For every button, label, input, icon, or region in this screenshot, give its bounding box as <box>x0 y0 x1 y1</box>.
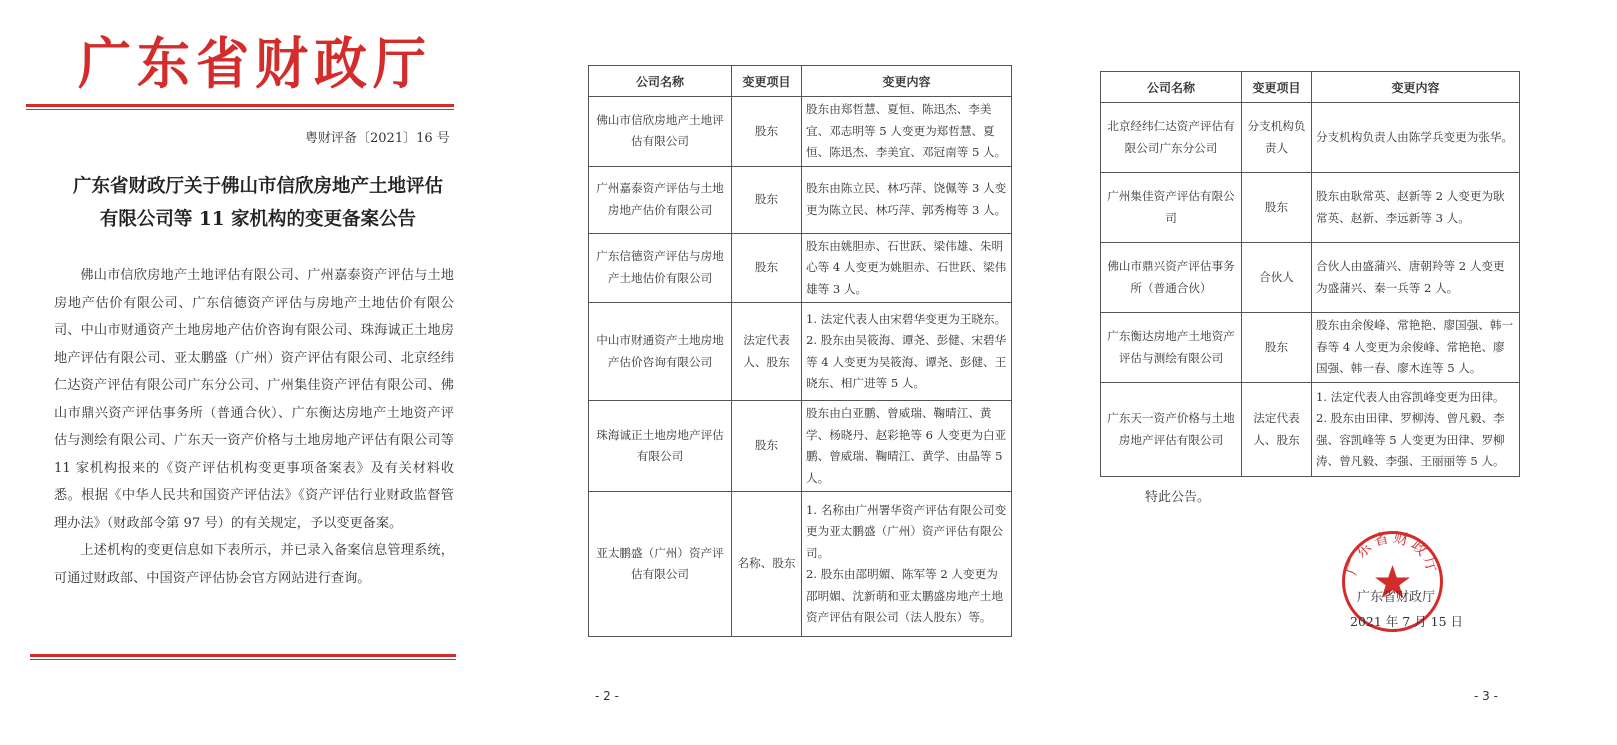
change-content-cell: 股东由耿常英、赵新等 2 人变更为耿常英、赵新、李远新等 3 人。 <box>1312 173 1520 243</box>
change-item-cell: 合伙人 <box>1242 243 1312 313</box>
header-red-line-thin <box>26 109 454 110</box>
table-row <box>1101 313 1520 383</box>
change-item-cell: 股东 <box>1242 313 1312 383</box>
header-company-name: 公司名称 <box>589 66 732 97</box>
issue-date: 2021 年 7 月 15 日 <box>1350 614 1464 629</box>
header-change-item: 变更项目 <box>1242 72 1312 103</box>
change-item-cell: 法定代表人、股东 <box>1242 383 1312 477</box>
company-name-cell: 中山市财通资产土地房地产估价咨询有限公司 <box>589 303 732 401</box>
change-item-cell: 股东 <box>732 166 802 233</box>
change-content-cell: 1. 法定代表人由容凯峰变更为田律。 2. 股东由田律、罗柳涛、曾凡毅、李强、容凯峰等 5 人变更为田律、罗柳涛、曾凡毅、李强、王丽丽等 5 人。 <box>1312 383 1520 477</box>
document-number: 粤财评备〔2021〕16 号 <box>305 131 450 146</box>
header-change-item: 变更项目 <box>732 66 802 97</box>
header-company-name: 公司名称 <box>1101 72 1242 103</box>
change-table-page3 <box>1100 71 1520 477</box>
change-content-cell: 股东由郑哲慧、夏恒、陈迅杰、李美宜、邓志明等 5 人变更为郑哲慧、夏恒、陈迅杰、李美宜、邓冠南等 5 人。 <box>802 97 1012 167</box>
table-row <box>589 303 1012 401</box>
notice-body <box>54 262 454 592</box>
closing-text: 特此公告。 <box>1145 490 1211 505</box>
company-name-cell: 佛山市信欣房地产土地评估有限公司 <box>589 97 732 167</box>
change-item-cell: 股东 <box>1242 173 1312 243</box>
change-table-page2 <box>588 65 1012 637</box>
table-row <box>1101 243 1520 313</box>
company-name-cell: 广州嘉泰资产评估与土地房地产估价有限公司 <box>589 166 732 233</box>
change-content-cell: 合伙人由盛蒲兴、唐朝羚等 2 人变更为盛蒲兴、秦一兵等 2 人。 <box>1312 243 1520 313</box>
company-name-cell: 亚太鹏盛（广州）资产评估有限公司 <box>589 492 732 637</box>
change-content-cell: 股东由姚胆赤、石世跃、梁伟雄、朱明心等 4 人变更为姚胆赤、石世跃、梁伟雄等 3 人。 <box>802 233 1012 303</box>
table-row <box>589 166 1012 233</box>
page-number-2: - 2 - <box>595 689 619 703</box>
header-change-content: 变更内容 <box>802 66 1012 97</box>
header-red-line <box>26 104 454 107</box>
change-content-cell: 股东由余俊峰、常艳艳、廖国强、韩一春等 4 人变更为余俊峰、常艳艳、廖国强、韩一春、廖木连等 5 人。 <box>1312 313 1520 383</box>
company-name-cell: 北京经纬仁达资产评估有限公司广东分公司 <box>1101 103 1242 173</box>
table-row <box>589 233 1012 303</box>
change-item-cell: 分支机构负责人 <box>1242 103 1312 173</box>
change-content-cell: 股东由白亚鹏、曾威瑞、鞠晴江、黄学、杨晓丹、赵彩艳等 6 人变更为白亚鹏、曾威瑞、鞠晴江、黄学、由晶等 5 人。 <box>802 401 1012 492</box>
signature: 广东省财政厅 <box>1357 590 1436 605</box>
body-paragraph-2: 上述机构的变更信息如下表所示，并已录入备案信息管理系统，可通过财政部、中国资产评估协会官方网站进行查询。 <box>54 543 454 586</box>
table-row <box>1101 383 1520 477</box>
header-change-content: 变更内容 <box>1312 72 1520 103</box>
notice-title-line2: 有限公司等 11 家机构的变更备案公告 <box>99 209 417 230</box>
company-name-cell: 佛山市鼎兴资产评估事务所（普通合伙） <box>1101 243 1242 313</box>
footer-red-line-thin <box>30 659 456 660</box>
table-row <box>589 492 1012 637</box>
notice-title-line1: 广东省财政厅关于佛山市信欣房地产土地评估 <box>72 176 443 197</box>
page-1 <box>0 0 520 745</box>
change-content-cell: 分支机构负责人由陈学兵变更为张华。 <box>1312 103 1520 173</box>
change-content-cell: 1. 名称由广州署华资产评估有限公司变更为亚太鹏盛（广州）资产评估有限公司。 2. 股东由邵明媚、陈军等 2 人变更为邵明媚、沈新萌和亚太鹏盛房地产土地资产评估有限公司（法人股东）等。 <box>802 492 1012 637</box>
change-item-cell: 股东 <box>732 97 802 167</box>
company-name-cell: 广东衡达房地产土地资产评估与测绘有限公司 <box>1101 313 1242 383</box>
footer-red-line <box>30 654 456 657</box>
seal-text: 广东省财政厅 <box>1342 529 1443 578</box>
company-name-cell: 广东信德资产评估与房地产土地估价有限公司 <box>589 233 732 303</box>
page-number-3: - 3 - <box>1474 689 1498 703</box>
table-header-row <box>1101 72 1520 103</box>
company-name-cell: 广东天一资产价格与土地房地产评估有限公司 <box>1101 383 1242 477</box>
change-content-cell: 股东由陈立民、林巧萍、饶佩等 3 人变更为陈立民、林巧萍、郭秀梅等 3 人。 <box>802 166 1012 233</box>
table-row <box>1101 173 1520 243</box>
change-item-cell: 股东 <box>732 401 802 492</box>
header-title: 广东省财政厅 <box>78 32 432 97</box>
table-row <box>589 401 1012 492</box>
change-item-cell: 股东 <box>732 233 802 303</box>
change-item-cell: 法定代表人、股东 <box>732 303 802 401</box>
body-paragraph-1: 佛山市信欣房地产土地评估有限公司、广州嘉泰资产评估与土地房地产估价有限公司、广东信德资产评估与房地产土地估价有限公司、中山市财通资产土地房地产估价咨询有限公司、珠海诚正土地房地产评估有限公司、亚太鹏盛（广州）资产评估有限公司、北京经纬仁达资产评估有限公司广东分公司、广州集佳资产评估有限公司、佛山市鼎兴资产评估事务所（普通合伙）、广东衡达房地产土地资产评估与测绘有限公司、广东天一资产价格与土地房地产评估有限公司等 11 家机构报来的《资产评估机构变更事项备案表》及有关材料收悉。根据《中华人民共和国资产评估法》《资产评估行业财政监督管理办法》（财政部令第 97 号）的有关规定，予以变更备案。 <box>54 268 454 531</box>
company-name-cell: 广州集佳资产评估有限公司 <box>1101 173 1242 243</box>
table-header-row <box>589 66 1012 97</box>
company-name-cell: 珠海诚正土地房地产评估有限公司 <box>589 401 732 492</box>
change-item-cell: 名称、股东 <box>732 492 802 637</box>
table-row <box>1101 103 1520 173</box>
notice-title <box>48 170 468 236</box>
table-row <box>589 97 1012 167</box>
change-content-cell: 1. 法定代表人由宋碧华变更为王晓东。 2. 股东由吴筱海、谭尧、彭健、宋碧华等 4 人变更为吴筱海、谭尧、彭健、王晓东、相广进等 5 人。 <box>802 303 1012 401</box>
